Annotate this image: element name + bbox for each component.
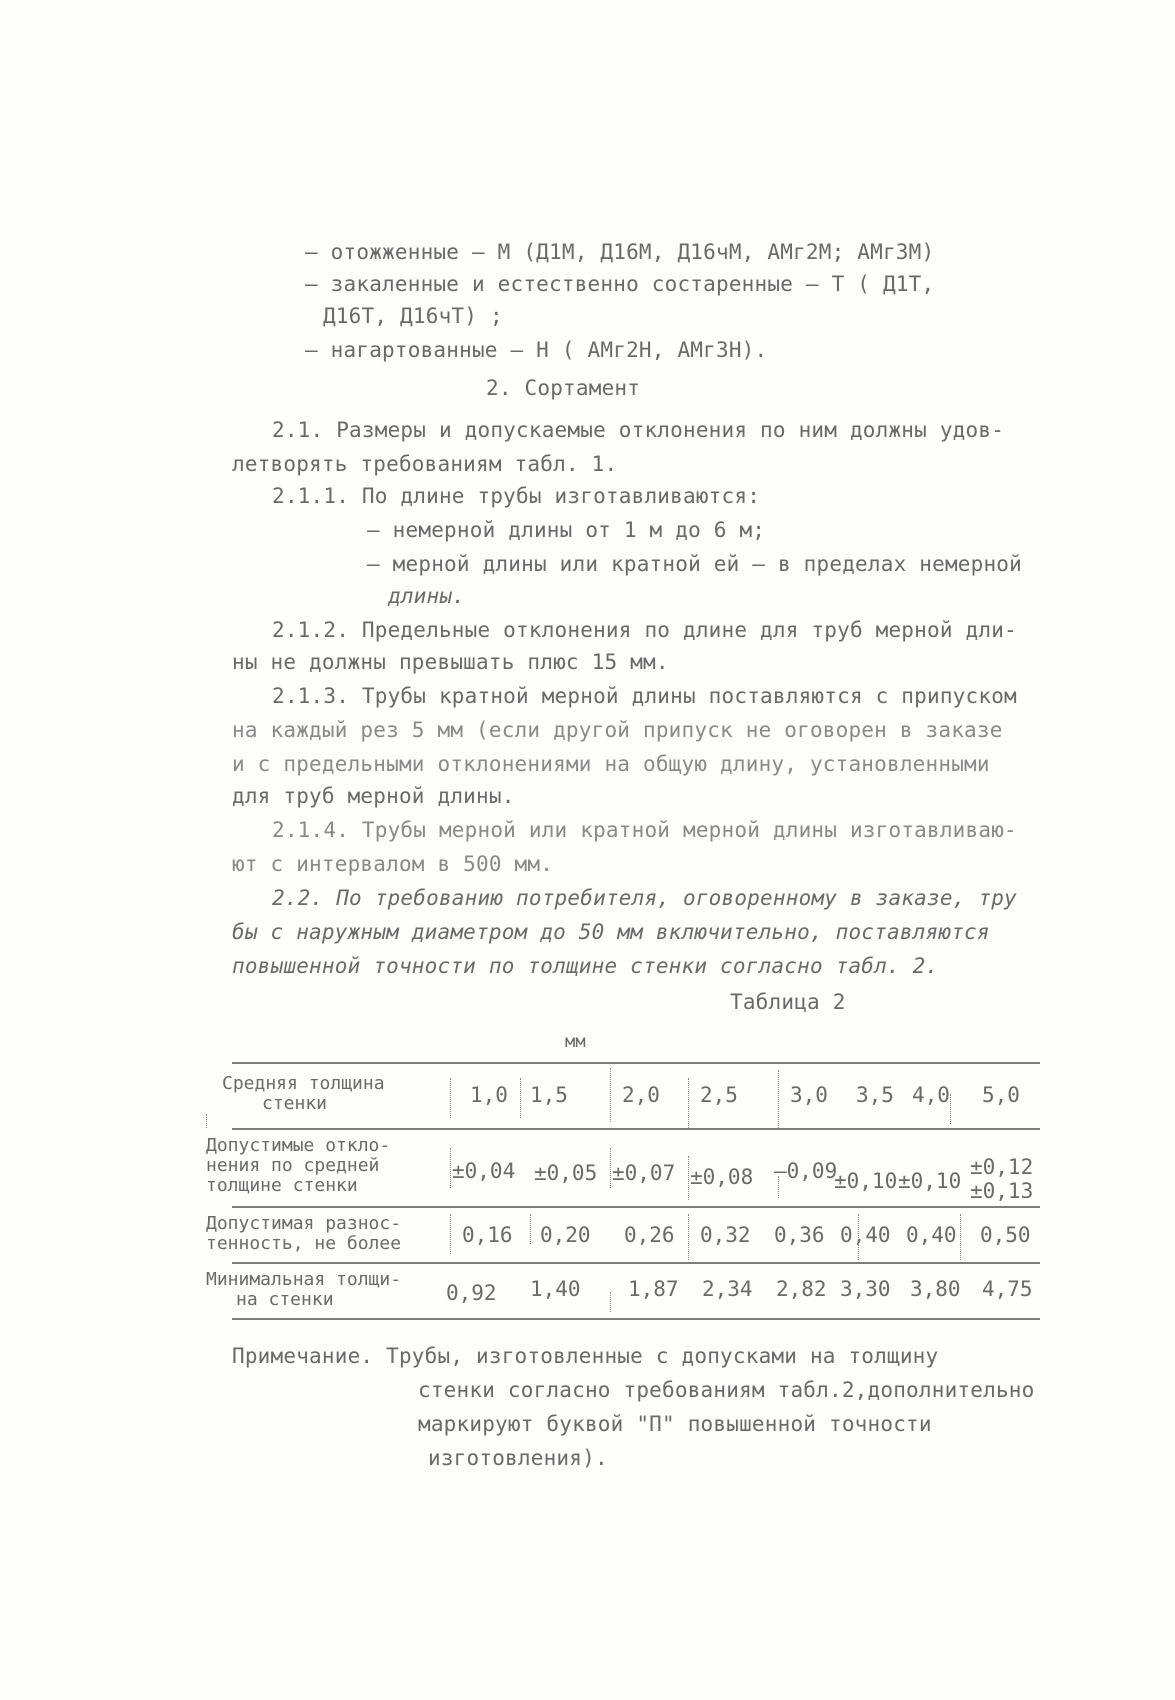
row-label-line: на стенки — [236, 1289, 334, 1310]
text-line: – мерной длины или кратной ей – в пределах немерной — [367, 552, 1022, 576]
table-cell: ±0,13 — [970, 1179, 1034, 1203]
column-separator — [688, 1214, 689, 1260]
table-rule — [232, 1262, 1040, 1264]
column-separator — [610, 1292, 611, 1312]
column-separator — [450, 1078, 451, 1118]
text-line: бы с наружным диаметром до 50 мм включительно, поставляются — [232, 920, 990, 944]
text-line: ют с интервалом в 500 мм. — [232, 852, 554, 876]
table-unit: мм — [565, 1032, 586, 1052]
text-line: и с предельными отклонениями на общую длину, установленными — [232, 752, 990, 776]
row-label-line: тенность, не более — [206, 1233, 402, 1254]
table-cell: 3,5 — [856, 1083, 894, 1107]
row-label-line: Средняя толщина — [222, 1073, 385, 1094]
table-cell: 4,0 — [912, 1083, 950, 1107]
row-label-line: нения по средней — [206, 1155, 380, 1176]
row-label-line: толщине стенки — [206, 1175, 358, 1196]
column-separator — [688, 1156, 689, 1200]
text-line: летворять требованиям табл. 1. — [232, 452, 618, 476]
column-separator — [950, 1094, 951, 1124]
column-separator — [960, 1214, 961, 1260]
table-cell: 3,0 — [790, 1083, 828, 1107]
table-cell: 0,36 — [774, 1223, 825, 1247]
table-cell: ±0,10 — [834, 1169, 898, 1193]
text-line: повышенной точности по толщине стенки согласно табл. 2. — [232, 954, 939, 978]
table-cell: 1,40 — [530, 1277, 581, 1301]
table-title: Таблица 2 — [730, 990, 846, 1014]
text-line: длины. — [388, 584, 466, 608]
row-label-line: Минимальная толщи- — [206, 1269, 402, 1290]
table-cell: 0,32 — [700, 1223, 751, 1247]
table-cell: 0,20 — [540, 1223, 591, 1247]
text-line: Д16Т, Д16чТ) ; — [323, 304, 503, 328]
row-label-line: стенки — [262, 1093, 328, 1114]
table-cell: ±0,05 — [534, 1161, 598, 1185]
table-cell: 2,82 — [776, 1277, 827, 1301]
table-cell: 1,87 — [628, 1277, 679, 1301]
table-cell: 4,75 — [982, 1277, 1033, 1301]
table-cell: 3,80 — [910, 1277, 961, 1301]
column-separator — [610, 1148, 611, 1188]
text-line: 2.1.2. Предельные отклонения по длине для труб мерной дли- — [272, 618, 1017, 642]
row-label-line: Допустимая разнос- — [206, 1213, 402, 1234]
note-line: стенки согласно требованиям табл.2,дополнительно — [418, 1378, 1035, 1402]
text-line: 2.1. Размеры и допускаемые отклонения по ним должны удов- — [272, 418, 1005, 442]
text-line: 2.1.3. Трубы кратной мерной длины поставляются с припуском — [272, 684, 1017, 708]
column-separator — [530, 1214, 531, 1244]
table-rule — [232, 1128, 1040, 1130]
table-rule-bottom — [232, 1318, 1040, 1320]
table-cell: ±0,07 — [612, 1161, 676, 1185]
column-separator — [206, 1114, 207, 1128]
table-rule-top — [232, 1062, 1040, 1064]
note-line: Примечание. Трубы, изготовленные с допусками на толщину — [232, 1344, 939, 1368]
table-cell: 0,26 — [624, 1223, 675, 1247]
column-separator — [450, 1148, 451, 1188]
text-line: для труб мерной длины. — [232, 784, 515, 808]
column-separator — [858, 1214, 859, 1260]
table-cell: ±0,12 — [970, 1155, 1034, 1179]
text-line: 2.2. По требованию потребителя, оговоренному в заказе, тру — [272, 886, 1017, 910]
text-line: – немерной длины от 1 м до 6 м; — [367, 518, 766, 542]
column-separator — [778, 1070, 779, 1128]
text-line: – закаленные и естественно состаренные – Т ( Д1Т, — [305, 272, 935, 296]
table-cell: 0,40 — [840, 1223, 891, 1247]
section-heading: 2. Сортамент — [486, 376, 641, 400]
text-line: ны не должны превышать плюс 15 мм. — [232, 650, 669, 674]
text-line: – нагартованные – Н ( АМг2Н, АМг3Н). — [305, 338, 768, 362]
note-line: маркируют буквой "П" повышенной точности — [418, 1412, 932, 1436]
table-cell: 0,92 — [446, 1281, 497, 1305]
note-line: изготовления). — [428, 1446, 608, 1470]
column-separator — [520, 1078, 521, 1118]
table-cell: 0,40 — [906, 1223, 957, 1247]
table-cell: ±0,10 — [898, 1169, 962, 1193]
table-cell: 0,50 — [980, 1223, 1031, 1247]
text-line: 2.1.4. Трубы мерной или кратной мерной длины изготавливаю- — [272, 818, 1017, 842]
table-cell: 2,34 — [702, 1277, 753, 1301]
column-separator — [450, 1214, 451, 1254]
column-separator — [610, 1068, 611, 1122]
table-cell: ±0,08 — [690, 1165, 754, 1189]
row-label-line: Допустимые откло- — [206, 1135, 391, 1156]
table-cell: 0,16 — [462, 1223, 513, 1247]
table-cell: –0,09 — [774, 1159, 838, 1183]
table-rule — [232, 1206, 1040, 1208]
table-cell: 2,0 — [622, 1083, 660, 1107]
text-line: 2.1.1. По длине трубы изготавливаются: — [272, 484, 761, 508]
table-cell: 1,5 — [530, 1083, 568, 1107]
text-line: – отожженные – М (Д1М, Д16М, Д16чМ, АМг2М; АМг3М) — [305, 240, 935, 264]
table-cell: 3,30 — [840, 1277, 891, 1301]
table-cell: 2,5 — [700, 1083, 738, 1107]
text-line: на каждый рез 5 мм (если другой припуск не оговорен в заказе — [232, 718, 1003, 742]
table-cell: ±0,04 — [452, 1159, 516, 1183]
table-cell: 5,0 — [982, 1083, 1020, 1107]
column-separator — [688, 1078, 689, 1128]
column-separator — [778, 1176, 779, 1198]
table-cell: 1,0 — [470, 1083, 508, 1107]
